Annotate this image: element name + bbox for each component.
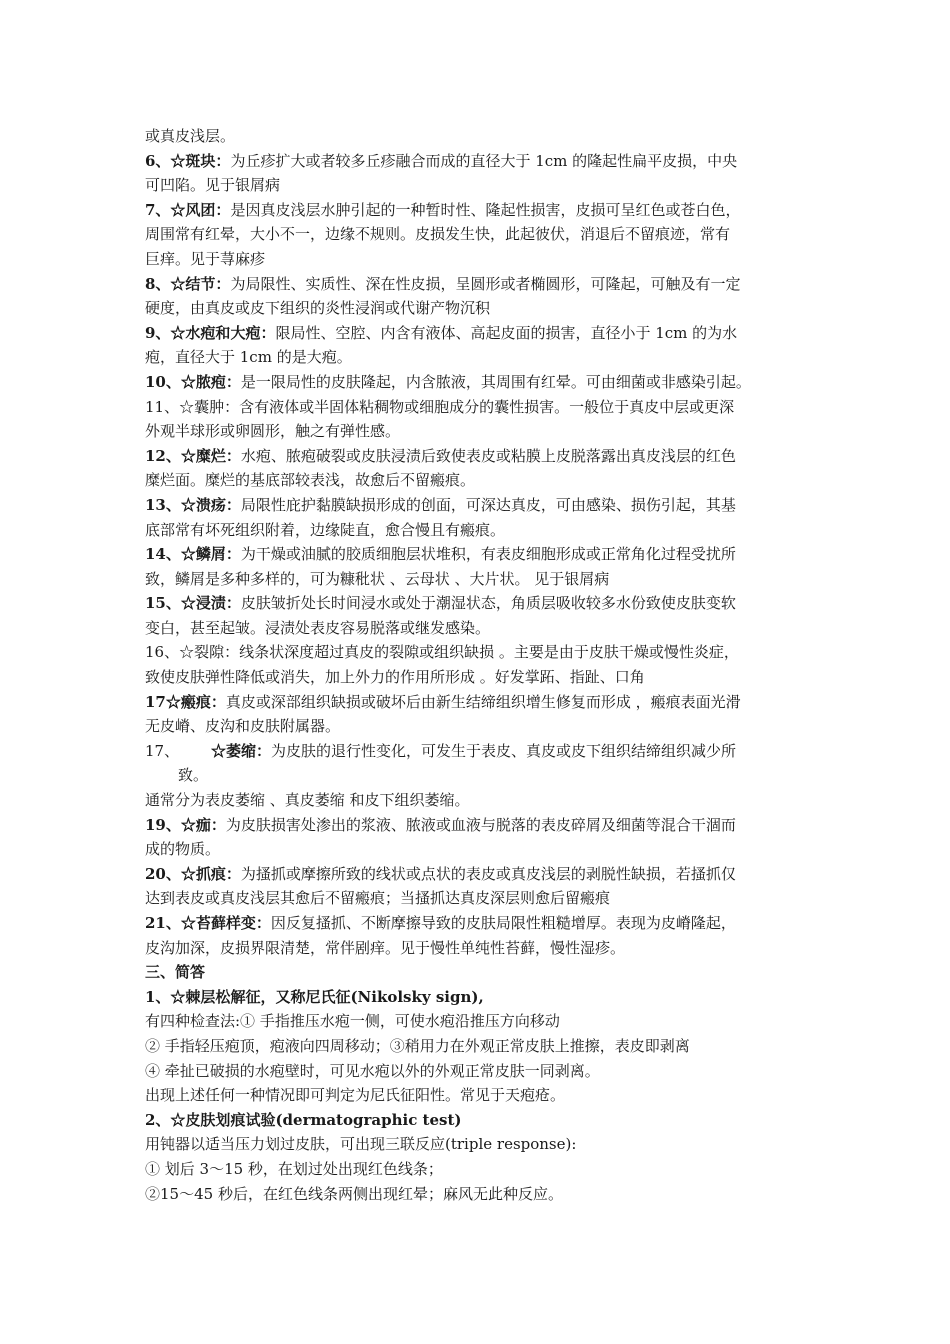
text-line [145,222,810,247]
term-heading: 19、☆痂： [145,815,226,834]
body-text: 可凹陷。见于银屑病 [145,176,281,195]
term-heading: 1、☆棘层松解征，又称尼氏征(Nikolsky sign), [145,987,484,1006]
body-text: 为皮肤损害处渗出的浆液、脓液或血液与脱落的表皮碎屑及细菌等混合干涸而 [225,815,736,834]
term-heading: 8、☆结节： [145,274,231,293]
body-text: 为干燥或油腻的胶质细胞层状堆积，有表皮细胞形成或正常角化过程受扰所 [240,545,736,564]
body-text: 糜烂面。糜烂的基底部较表浅，故愈后不留瘢痕。 [145,471,476,490]
body-text: 限局性、空腔、内含有液体、高起皮面的损害，直径小于 1cm 的为水 [275,323,738,342]
text-line [145,985,810,1010]
body-text: 是因真皮浅层水肿引起的一种暂时性、隆起性损害，皮损可呈红色或苍白色， [230,200,741,219]
term-heading: 14、☆鳞屑： [145,545,241,564]
text-line [145,395,810,420]
text-line [145,714,810,739]
body-text: 致。 [178,766,209,785]
body-text: 为丘疹扩大或者较多丘疹融合而成的直径大于 1cm 的隆起性扁平皮损，中央 [230,151,738,170]
body-text: 局限性庇护黏膜缺损形成的创面，可深达真皮，可由感染、损伤引起，其基 [240,495,736,514]
text-line [145,616,810,641]
body-text: 变白，甚至起皱。浸渍处表皮容易脱落或继发感染。 [145,618,491,637]
body-text: ②15～45 秒后，在红色线条两侧出现红晕；麻风无此种反应。 [145,1184,563,1203]
body-text: 16、☆裂隙：线条状深度超过真皮的裂隙或组织缺损 。主要是由于皮肤干燥或慢性炎症， [145,643,739,662]
term-heading: 20、☆抓痕： [145,864,241,883]
term-heading: 2、☆皮肤划痕试验(dermatographic test) [145,1110,462,1129]
body-text: 为皮肤的退行性变化，可发生于表皮、真皮或皮下组织结缔组织减少所 [271,741,737,760]
text-line [145,739,810,764]
term-heading: 17☆瘢痕： [145,692,226,711]
body-text: ① 划后 3～15 秒，在划过处出现红色线条； [145,1159,443,1178]
text-line [145,837,810,862]
text-line [145,862,810,887]
text-line [145,1157,810,1182]
text-line [145,173,810,198]
term-heading: 9、☆水疱和大疱： [145,323,276,342]
body-text: 为局限性、实质性、深在性皮损，呈圆形或者椭圆形，可隆起，可触及有一定 [230,274,741,293]
body-text: 达到表皮或真皮浅层其愈后不留瘢痕；当搔抓达真皮深层则愈后留瘢痕 [145,889,611,908]
text-line [145,1009,810,1034]
text-line [145,690,810,715]
body-text: 通常分为表皮萎缩 、真皮萎缩 和皮下组织萎缩。 [145,791,470,810]
text-line [145,124,810,149]
body-text: 外观半球形或卵圆形，触之有弹性感。 [145,422,401,441]
text-line [145,1034,810,1059]
term-heading: 7、☆风团： [145,200,231,219]
text-line [145,1182,810,1207]
term-heading: 10、☆脓疱： [145,372,241,391]
body-text: 致使皮肤弹性降低或消失，加上外力的作用所形成 。好发掌跖、指趾、口角 [145,668,645,687]
text-line [145,444,810,469]
text-line [145,296,810,321]
body-text: 硬度，由真皮或皮下组织的炎性浸润或代谢产物沉积 [145,299,491,318]
text-line [145,1083,810,1108]
body-text: 皮肤皱折处长时间浸水或处于潮湿状态，角质层吸收较多水份致使皮肤变软 [240,594,736,613]
body-text: 为搔抓或摩擦所致的线状或点状的表皮或真皮浅层的剥脱性缺损，若搔抓仅 [240,864,736,883]
term-heading: 6、☆斑块： [145,151,231,170]
text-line [145,419,810,444]
body-text: 成的物质。 [145,840,221,859]
text-line [145,886,810,911]
text-line [145,591,810,616]
text-line [145,272,810,297]
text-line [145,518,810,543]
text-line [145,1132,810,1157]
body-text: 真皮或深部组织缺损或破坏后由新生结缔组织增生修复而形成 ，瘢痕表面光滑 [225,692,741,711]
text-line [145,493,810,518]
body-text: 因反复搔抓、不断摩擦导致的皮肤局限性粗糙增厚。表现为皮嵴隆起， [270,914,736,932]
body-text: 疱，直径大于 1cm 的是大疱。 [145,348,352,367]
body-text: 出现上述任何一种情况即可判定为尼氏征阳性。常见于天疱疮。 [145,1086,566,1105]
text-line [145,911,810,936]
text-line [145,567,810,592]
text-line [145,149,810,174]
body-text: 无皮嵴、皮沟和皮肤附属器。 [145,717,341,736]
body-text: 皮沟加深，皮损界限清楚，常伴剧痒。见于慢性单纯性苔藓，慢性湿疹。 [145,938,626,957]
text-line [145,198,810,223]
term-heading: ☆萎缩： [211,741,272,760]
text-line [145,468,810,493]
text-line [145,813,810,838]
document-page [145,124,810,1206]
term-heading: 15、☆浸渍： [145,594,241,613]
text-line [145,370,810,395]
term-heading: 13、☆溃疡： [145,495,241,514]
text-line [145,1059,810,1084]
text-line [145,960,810,985]
text-line [145,936,810,961]
text-line [145,665,810,690]
body-text: 是一限局性的皮肤隆起，内含脓液，其周围有红晕。可由细菌或非感染引起。 [240,372,751,391]
body-text: 用钝器以适当压力划过皮肤，可出现三联反应(triple response): [145,1135,577,1154]
body-text: 或真皮浅层。 [145,127,236,145]
body-text: 周围常有红晕，大小不一，边缘不规则。皮损发生快，此起彼伏，消退后不留痕迹，常有 [145,225,731,244]
text-line [145,345,810,370]
body-text: 11、☆囊肿：含有液体或半固体粘稠物或细胞成分的囊性损害。一般位于真皮中层或更深 [145,397,735,416]
term-heading: 12、☆糜烂： [145,446,241,465]
body-text: ④ 牵扯已破损的水疱壁时，可见水疱以外的外观正常皮肤一同剥离。 [145,1061,600,1080]
text-line [145,247,810,272]
text-line [145,763,810,788]
text-line [145,640,810,665]
item-number: 17、 [145,741,180,760]
text-line [145,788,810,813]
text-line [145,321,810,346]
body-text: 水疱、脓疱破裂或皮肤浸渍后致使表皮或粘膜上皮脱落露出真皮浅层的红色 [240,446,736,465]
body-text: 致，鳞屑是多种多样的，可为糠秕状 、云母状 、大片状。 见于银屑病 [145,569,610,588]
text-line [145,1108,810,1133]
text-line [145,542,810,567]
body-text: 有四种检查法:① 手指推压水疱一侧，可使水疱沿推压方向移动 [145,1012,560,1031]
term-heading: 21、☆苔藓样变： [145,914,271,932]
term-heading: 三、简答 [145,963,206,982]
body-text: 底部常有坏死组织附着，边缘陡直，愈合慢且有瘢痕。 [145,520,506,539]
body-text: ② 手指轻压疱顶，疱液向四周移动；③稍用力在外观正常皮肤上推擦，表皮即剥离 [145,1036,690,1055]
body-text: 巨痒。见于荨麻疹 [145,249,266,268]
